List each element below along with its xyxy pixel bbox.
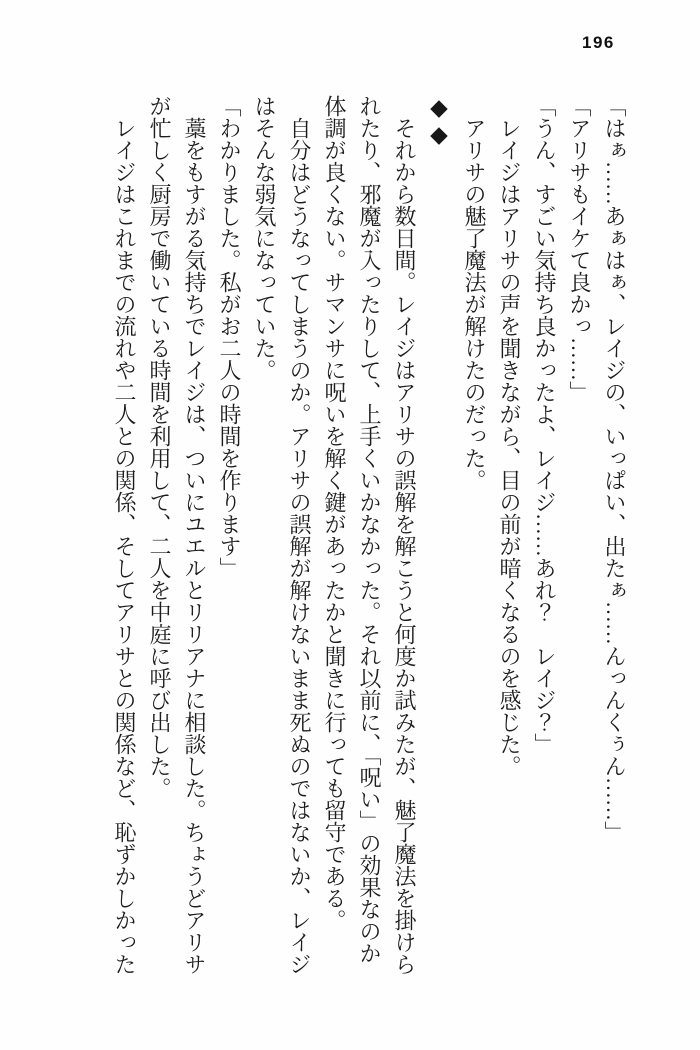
narration-paragraph: レイジはこれまでの流れや二人との関係、そしてアリサとの関係など、恥ずかしかった — [112, 117, 137, 975]
dialogue-paragraph: 「アリサもイケて良かっ……」 — [567, 95, 592, 403]
body-text-block — [107, 95, 632, 979]
narration-paragraph: 自分はどうなってしまうのか。アリサの誤解が解けないまま死ぬのではないか、レイジはそんな弱気になっていた。 — [252, 95, 312, 975]
page-number: 196 — [582, 33, 615, 52]
scene-break-diamond-marks: ◆◆ — [427, 95, 452, 149]
dialogue-paragraph: 「はぁ……あぁはぁ、レイジの、いっぱい、出たぁ……んっんくぅん……」 — [602, 95, 627, 843]
dialogue-paragraph: 「わかりました。私がお二人の時間を作ります」 — [217, 95, 242, 579]
dialogue-paragraph: 「うん、すごい気持ち良かったよ、レイジ……あれ？ レイジ？」 — [532, 95, 557, 755]
narration-paragraph: それから数日間。レイジはアリサの誤解を解こうと何度か試みたが、魅了魔法を掛けられたり、邪魔が入ったりして、上手くいかなかった。それ以前に、「呪い」の効果なのか体調が良くない。サマンサに呪いを解く鍵があったかと聞きに行っても留守である。 — [322, 95, 417, 975]
narration-paragraph: 藁をもすがる気持ちでレイジは、ついにユエルとリリアナに相談した。ちょうどアリサが忙しく厨房で働いている時間を利用して、二人を中庭に呼び出した。 — [147, 95, 207, 975]
narration-paragraph: レイジはアリサの声を聞きながら、目の前が暗くなるのを感じた。 — [497, 117, 522, 777]
narration-paragraph: アリサの魅了魔法が解けたのだった。 — [462, 117, 487, 491]
